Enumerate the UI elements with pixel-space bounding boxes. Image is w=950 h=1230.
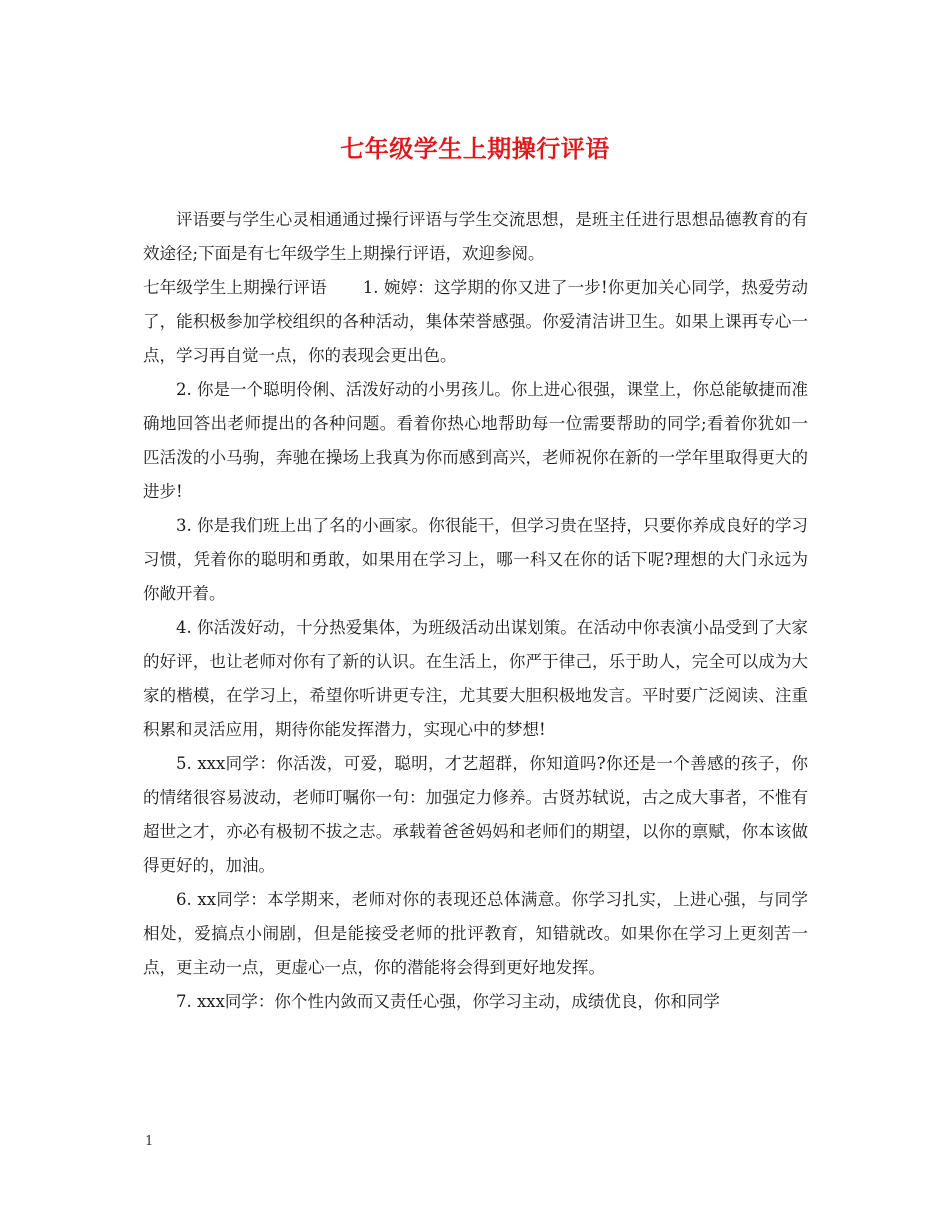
comment-item-5: 5. xxx同学：你活泼，可爱，聪明，才艺超群，你知道吗?你还是一个善感的孩子，你的情绪很容易波动，老师叮嘱你一句：加强定力修养。古贤苏轼说，古之成大事者，不惟有超世之才，亦必有极韧不拔之志。承载着爸爸妈妈和老师们的期望，以你的禀赋，你本该做得更好的，加油。 [143, 754, 808, 875]
section-label: 七年级学生上期操行评语 [143, 278, 327, 297]
document-title: 七年级学生上期操行评语 [340, 134, 610, 163]
comment-item-3: 3. 你是我们班上出了名的小画家。你很能干，但学习贵在坚持，只要你养成良好的学习习惯，凭着你的聪明和勇敢，如果用在学习上，哪一科又在你的话下呢?理想的大门永远为你敞开着。 [143, 516, 808, 603]
comment-item-7: 7. xxx同学：你个性内敛而又责任心强，你学习主动，成绩优良，你和同学 [176, 992, 720, 1011]
comment-item-2: 2. 你是一个聪明伶俐、活泼好动的小男孩儿。你上进心很强，课堂上，你总能敏捷而准确地回答出老师提出的各种问题。看着你热心地帮助每一位需要帮助的同学;看着你犹如一匹活泼的小马驹，奔驰在操场上我真为你而感到高兴，老师祝你在新的一学年里取得更大的进步! [143, 380, 808, 501]
comment-item-1-text: 1. 婉婷：这学期的你又进了一步!你更加关心同学，热爱劳动了，能积极参加学校组织的各种活动，集体荣誉感强。你爱清洁讲卫生。如果上课再专心一点，学习再自觉一点，你的表现会更出色。 [143, 278, 809, 365]
intro-paragraph: 评语要与学生心灵相通通过操行评语与学生交流思想，是班主任进行思想品德教育的有效途径;下面是有七年级学生上期操行评语，欢迎参阅。 [143, 210, 808, 263]
comment-item-4: 4. 你活泼好动，十分热爱集体，为班级活动出谋划策。在活动中你表演小品受到了大家的好评，也让老师对你有了新的认识。在生活上，你严于律己，乐于助人，完全可以成为大家的楷模，在学习上，希望你听讲更专注，尤其要大胆积极地发言。平时要广泛阅读、注重积累和灵活应用，期待你能发挥潜力，实现心中的梦想! [143, 618, 808, 739]
comment-item-1 [143, 271, 808, 373]
comment-item-6: 6. xx同学：本学期来，老师对你的表现还总体满意。你学习扎实，上进心强，与同学相处，爱搞点小闹剧，但是能接受老师的批评教育，知错就改。如果你在学习上更刻苦一点，更主动一点，更虚心一点，你的潜能将会得到更好地发挥。 [143, 890, 808, 977]
page-number: 1 [145, 1134, 154, 1149]
document-body [143, 203, 808, 1019]
